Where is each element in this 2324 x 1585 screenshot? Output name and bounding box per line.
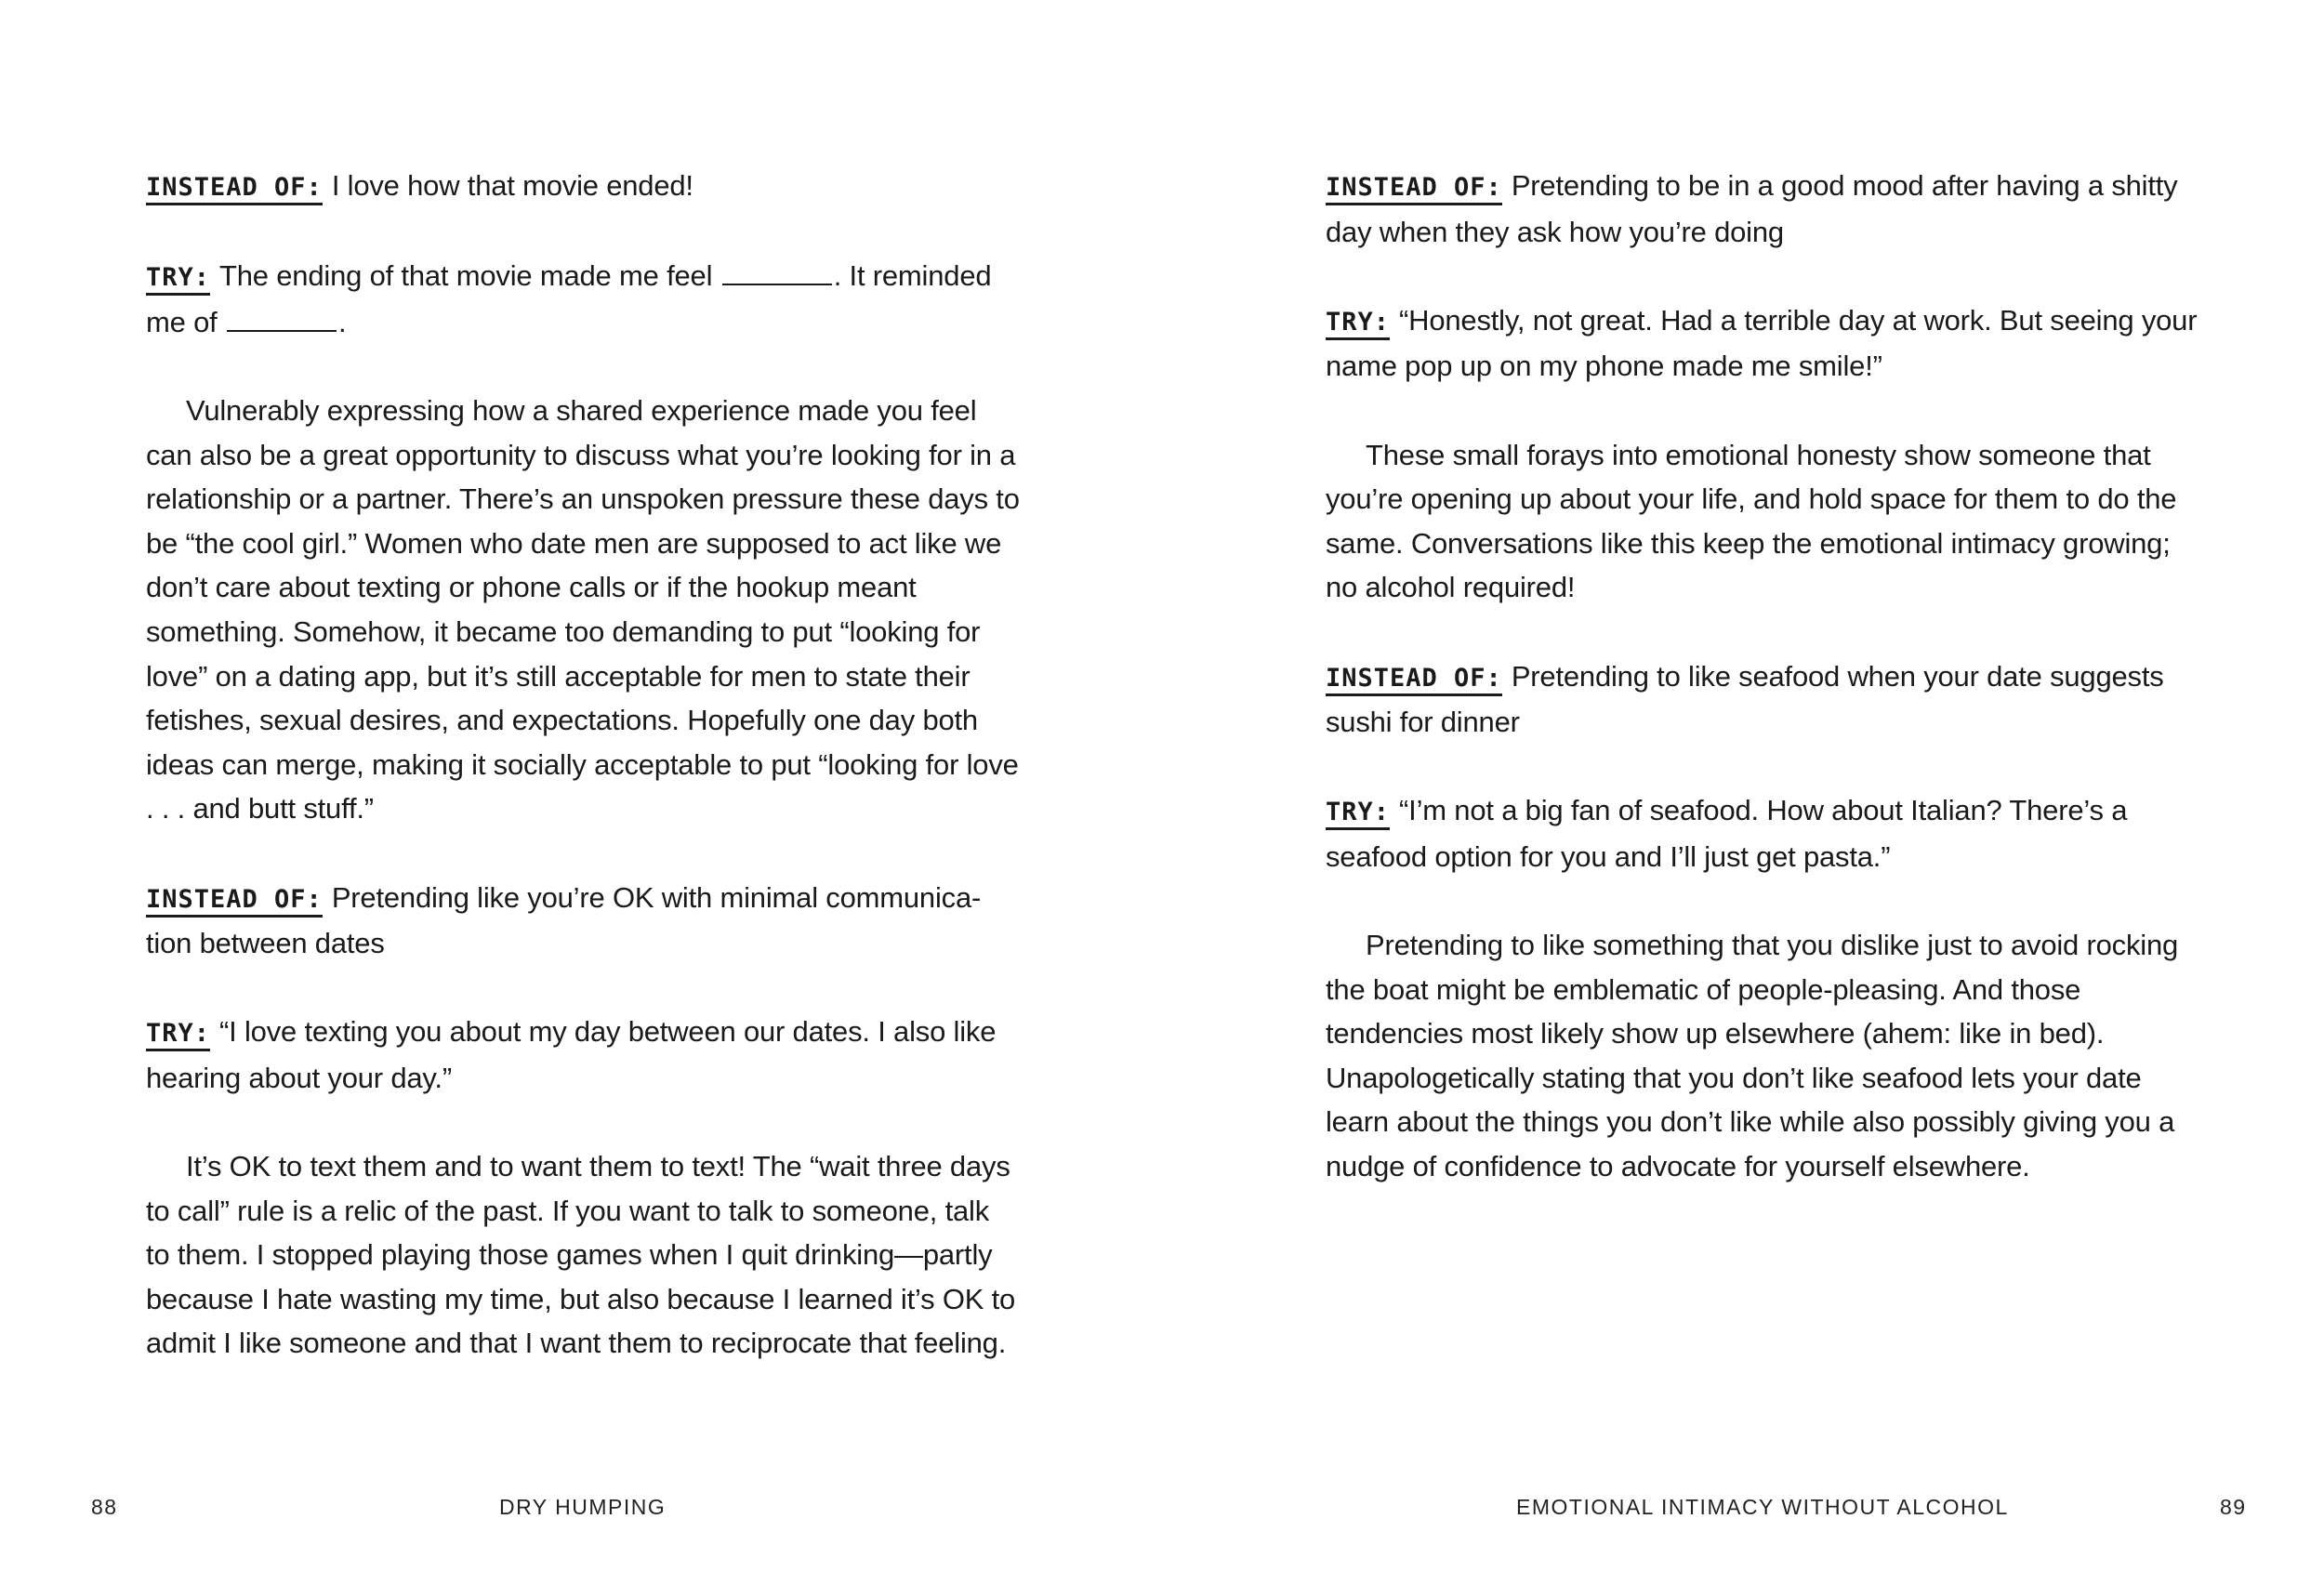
- instead-of-label: INSTEAD OF:: [1326, 664, 1502, 696]
- entry-text: The ending of that movie made me feel: [219, 259, 713, 293]
- entry-text: .: [337, 305, 347, 338]
- entry-text: “I love texting you about my day between our dates. I also like hearing about your day.”: [146, 1015, 997, 1094]
- try-entry: [146, 254, 1020, 344]
- right-page: [1162, 0, 2324, 1585]
- entry-text: Pretending like you’re OK with minimal communica-tion between dates: [146, 880, 982, 960]
- entry-text: Pretending to be in a good mood after having a shitty day when they ask how you’re doing: [1326, 169, 2178, 248]
- instead-of-entry: [1326, 164, 2199, 254]
- fill-in-blank: [722, 256, 832, 285]
- entry-text: “Honestly, not great. Had a terrible day at work. But seeing your name pop up on my phone made me smile!”: [1326, 303, 2198, 383]
- entry-text: “I’m not a big fan of seafood. How about Italian? There’s a seafood option for you and I’ll just get pasta.”: [1326, 794, 2128, 873]
- try-entry: [146, 1010, 1020, 1100]
- try-entry: [1326, 298, 2199, 389]
- instead-of-entry: [1326, 654, 2199, 745]
- try-label: TRY:: [1326, 308, 1390, 340]
- entry-text: . It reminded me of: [146, 259, 992, 338]
- fill-in-blank: [227, 302, 337, 332]
- instead-of-entry: [146, 164, 1020, 210]
- body-paragraph: Vulnerably expressing how a shared experience made you feel can also be a great opportunity to discuss what you’re looking for in a relationship or a partner. There’s an unspoken pressure these days to be “the cool girl.” Women who date men are supposed to act like we don’t care about texting or phone calls or if the hookup meant something. Somehow, it became too demanding to put “looking for love” on a dating app, but it’s still acceptable for men to state their fetishes, sexual desires, and expectations. Hopefully one day both ideas can merge, making it socially acceptable to put “looking for love . . . and butt stuff.”: [146, 393, 1020, 826]
- left-page-body: [146, 164, 1020, 1410]
- try-label: TRY:: [1326, 798, 1390, 830]
- instead-of-label: INSTEAD OF:: [1326, 173, 1502, 205]
- instead-of-entry: [146, 876, 1020, 966]
- page-number: 88: [91, 1495, 118, 1519]
- entry-text: Pretending to like seafood when your date suggests sushi for dinner: [1326, 659, 2164, 739]
- instead-of-label: INSTEAD OF:: [146, 173, 323, 205]
- instead-of-label: INSTEAD OF:: [146, 885, 323, 918]
- running-head: EMOTIONAL INTIMACY WITHOUT ALCOHOL: [1516, 1495, 2009, 1519]
- entry-text: I love how that movie ended!: [331, 169, 693, 202]
- body-paragraph: These small forays into emotional honesty show someone that you’re opening up about your life, and hold space for them to do the same. Conversations like this keep the emotional intimacy growing; no alcohol required!: [1326, 438, 2177, 604]
- running-head: DRY HUMPING: [499, 1495, 667, 1519]
- page-number: 89: [2220, 1495, 2247, 1519]
- try-entry: [1326, 788, 2199, 878]
- try-label: TRY:: [146, 1019, 210, 1051]
- body-paragraph: Pretending to like something that you dislike just to avoid rocking the boat might be emblematic of people-pleasing. And those tendencies most likely show up elsewhere (ahem: like in bed). Unapologetically stating that you don’t like seafood lets your date learn about the things you don’t like while also possibly giving you a nudge of confidence to advocate for yourself elsewhere.: [1326, 929, 2179, 1183]
- right-page-body: [1326, 164, 2199, 1233]
- try-label: TRY:: [146, 263, 210, 296]
- body-paragraph: It’s OK to text them and to want them to text! The “wait three days to call” rule is a relic of the past. If you want to talk to someone, talk to them. I stopped playing those games when I quit drinking—partly because I hate wasting my time, but also because I learned it’s OK to admit I like someone and that I want them to reciprocate that feeling.: [146, 1150, 1016, 1360]
